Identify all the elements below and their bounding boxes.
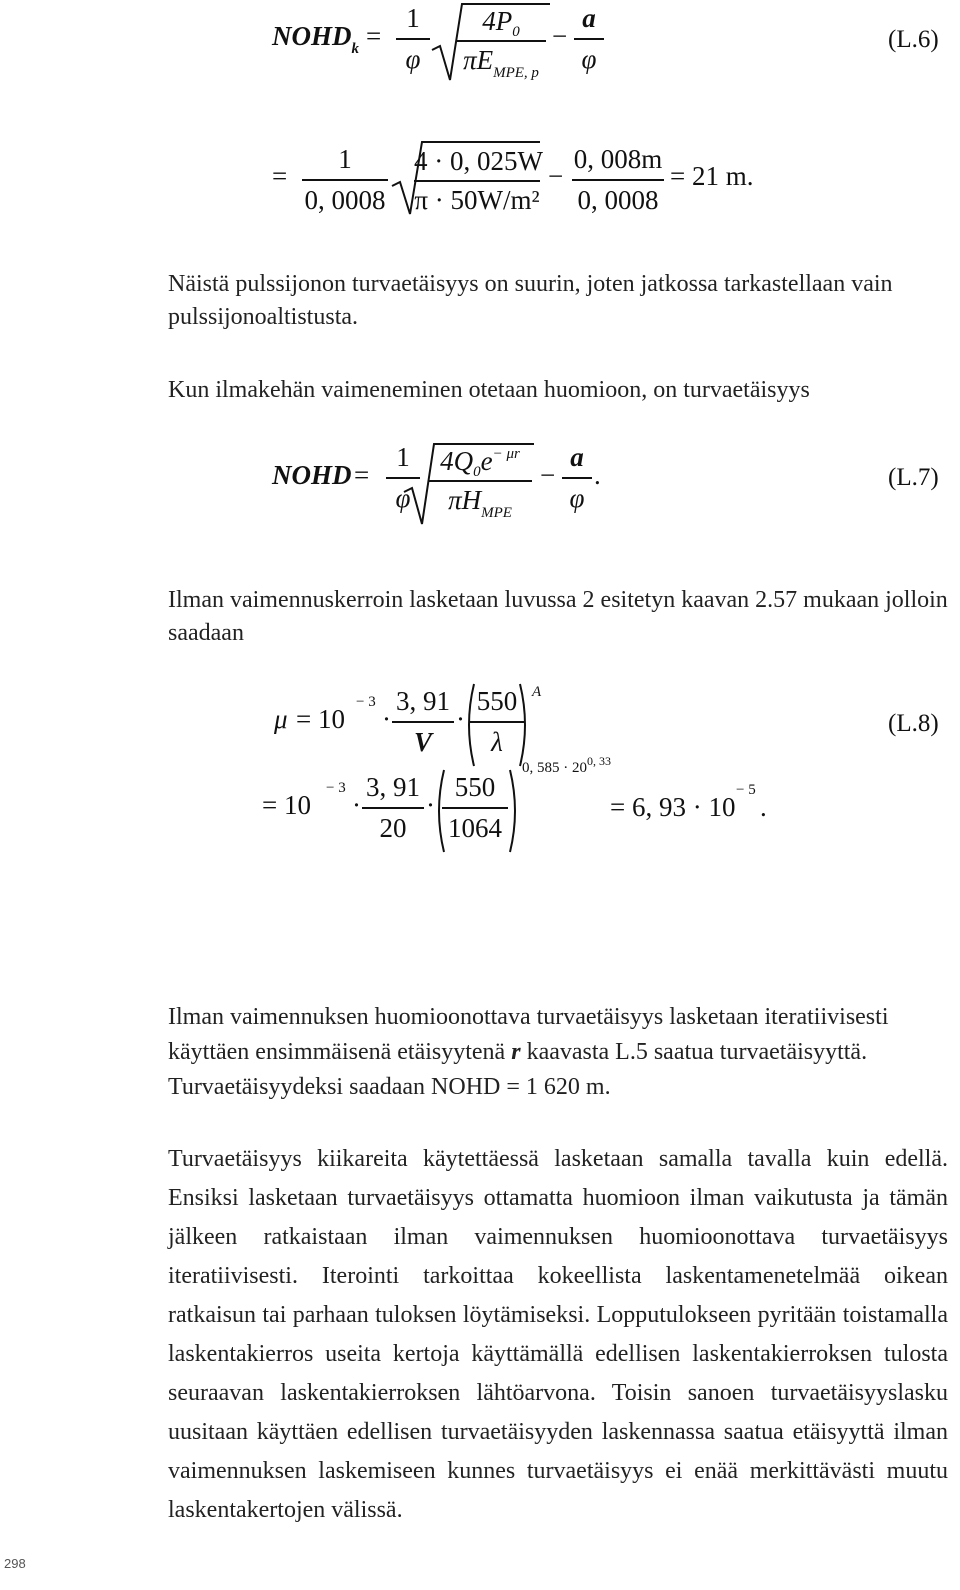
dot-operator: · xyxy=(426,790,435,820)
fraction-550-over-1064: 550 1064 xyxy=(442,774,508,842)
nohd-symbol: $NOHD_k$ xyxy=(272,21,359,57)
paragraph-attenuation-intro: Kun ilmakehän vaimeneminen otetaan huomioon, on turvaetäisyys xyxy=(168,377,810,403)
fraction-one-over-phi: 1 φ xyxy=(396,5,430,73)
equals-sign: = xyxy=(272,161,288,191)
equals-sign: = xyxy=(354,460,370,490)
fraction-550-over-lambda: 550 λ xyxy=(470,688,524,756)
ten-power: = 10 xyxy=(262,790,311,820)
paragraph-iterative-nohd: Ilman vaimennuksen huomioonottava turvaetäisyys lasketaan iteratiivisesti käyttäen ensimmäisenä etäisyytenä r kaavasta L.5 saatua turvaetäisyyttä. Turvaetäisyydeksi saadaan NOHD = 1 620 m. xyxy=(168,1004,889,1100)
dot-operator: · xyxy=(382,704,391,734)
exponent-a: A xyxy=(532,684,542,700)
minus-sign: − xyxy=(548,161,564,191)
exponent-expression: 0, $585 \cdot 20^{0, 33}$ xyxy=(522,754,611,776)
dot-operator: · xyxy=(352,790,361,820)
result-6-93e-5: = 6, 93 · 10 xyxy=(610,792,736,822)
exponent: − 3 xyxy=(326,780,346,796)
minus-sign: − xyxy=(540,460,556,490)
equals-sign: = xyxy=(366,21,382,51)
equation-tag-l7: (L.7) xyxy=(888,464,939,491)
equation-tag-l6: (L.6) xyxy=(888,26,939,53)
fraction-391-over-20: 3, 91 20 xyxy=(362,774,424,842)
fraction-one-over-phi: 1 φ xyxy=(386,444,420,512)
period: . xyxy=(594,460,601,490)
mu-symbol: μ xyxy=(274,704,288,734)
exponent: − 3 xyxy=(356,694,376,710)
result-exponent: − 5 xyxy=(736,782,756,798)
minus-sign: − xyxy=(552,21,568,51)
paragraph-coefficient: Ilman vaimennuskerroin lasketaan luvussa 2 esitetyn kaavan 2.57 mukaan jolloin saadaan xyxy=(168,587,948,646)
result-21m: = 21 m. xyxy=(670,161,754,191)
fraction-4p0-over-pie: $4P_0$ $\pi E_{MPE, p}$ xyxy=(456,8,546,74)
period: . xyxy=(760,792,767,822)
fraction-power-over-area: 4 · 0, 025W π · 50W/m² xyxy=(414,146,543,215)
equation-tag-l8: (L.8) xyxy=(888,710,939,737)
fraction-a-over-phi-numeric: 0, 008m 0, 0008 xyxy=(573,144,663,215)
nohd-symbol: NOHD xyxy=(272,460,352,490)
page-number: 298 xyxy=(4,1556,26,1571)
paragraph-pulse-train: Näistä pulssijonon turvaetäisyys on suurin, joten jatkossa tarkastellaan vain pulssijonoaltistusta. xyxy=(168,271,893,330)
fraction-one-over-0-0008: 1 0, 0008 xyxy=(302,146,388,214)
fraction-a-over-phi: a φ xyxy=(574,5,604,73)
ten-power: = 10 xyxy=(296,704,345,734)
paragraph-binoculars: Turvaetäisyys kiikareita käytettäessä lasketaan samalla tavalla kuin edellä. Ensiksi lasketaan turvaetäisyys ottamatta huomioon ilman vaikutusta ja tämän jälkeen ratkaistaan ilman vaimennuksen huomioonottava turvaetäisyys iteratiivisesti. Iterointi tarkoittaa kokeellista laskentamenetelmää oikean ratkaisun tai parhaan tuloksen löytämiseksi. Lopputulokseen pyritään toistamalla laskentakierros useita kertoja käyttämällä edellisen laskentakierroksen tulosta seuraavan laskentakierroksen lähtöarvona. Toisin sanoen turvaetäisyyslasku uusitaan käyttäen edellisen turvaetäisyyden laskennassa saatua etäisyyttä ilman vaimennuksen laskemiseen kunnes turvaetäisyys ei enää merkittävästi muutu laskentakertojen välissä. xyxy=(168,1146,948,1523)
fraction-a-over-phi: a φ xyxy=(562,444,592,512)
fraction-energy-over-exposure: $4Q_0e^{- \mu r}$ $\pi H_{MPE}$ xyxy=(428,448,532,514)
fraction-391-over-v: 3, 91 V xyxy=(392,688,454,756)
dot-operator: · xyxy=(456,704,465,734)
